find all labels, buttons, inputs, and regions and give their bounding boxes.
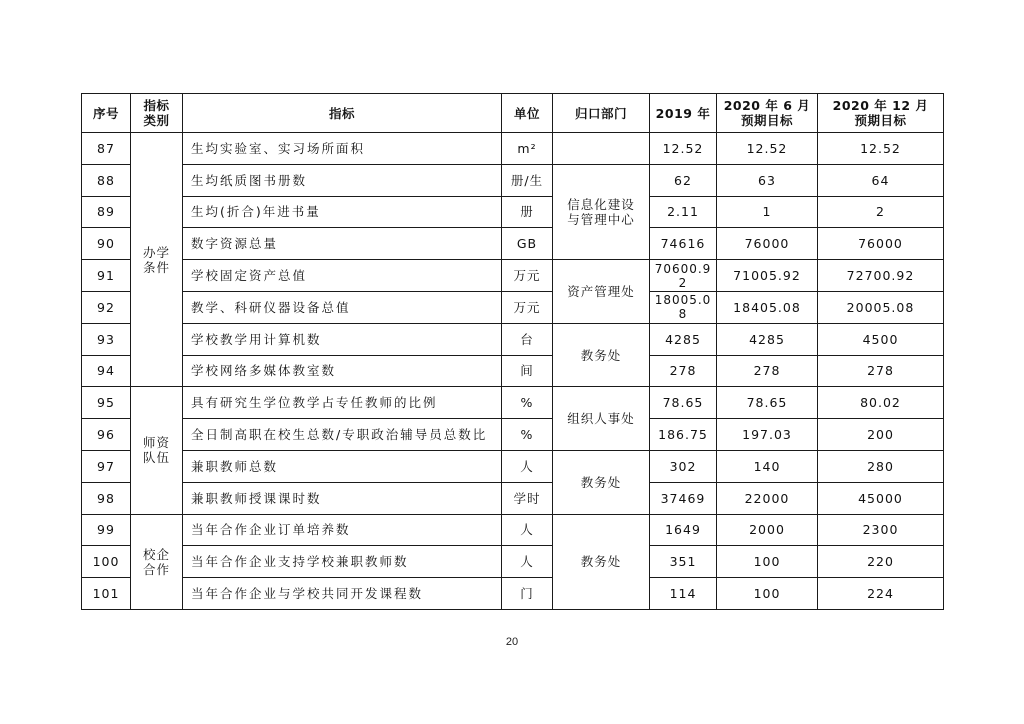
row-dec-2020: 64 bbox=[818, 164, 944, 196]
row-unit: 册/生 bbox=[502, 164, 553, 196]
header-dec-2020: 2020 年 12 月 预期目标 bbox=[818, 94, 944, 133]
row-unit: 间 bbox=[502, 355, 553, 387]
row-seq: 96 bbox=[82, 419, 131, 451]
row-seq: 89 bbox=[82, 196, 131, 228]
row-2019: 70600.92 bbox=[650, 260, 717, 292]
header-unit: 单位 bbox=[502, 94, 553, 133]
row-seq: 91 bbox=[82, 260, 131, 292]
row-dec-2020: 20005.08 bbox=[818, 291, 944, 323]
table-row bbox=[82, 260, 944, 292]
row-dec-2020: 200 bbox=[818, 419, 944, 451]
row-dec-2020: 76000 bbox=[818, 228, 944, 260]
dept-cell: 资产管理处 bbox=[553, 260, 650, 324]
row-unit: % bbox=[502, 387, 553, 419]
table-row bbox=[82, 228, 944, 260]
row-jun-2020: 100 bbox=[717, 546, 818, 578]
row-dec-2020: 12.52 bbox=[818, 133, 944, 165]
category-cell: 校企 合作 bbox=[131, 514, 183, 609]
row-unit: 册 bbox=[502, 196, 553, 228]
row-jun-2020: 76000 bbox=[717, 228, 818, 260]
row-dec-2020: 280 bbox=[818, 450, 944, 482]
row-seq: 97 bbox=[82, 450, 131, 482]
row-unit: GB bbox=[502, 228, 553, 260]
category-cell: 师资 队伍 bbox=[131, 387, 183, 514]
row-2019: 2.11 bbox=[650, 196, 717, 228]
row-indicator: 学校固定资产总值 bbox=[183, 260, 502, 292]
category-cell: 办学 条件 bbox=[131, 133, 183, 387]
row-indicator: 当年合作企业订单培养数 bbox=[183, 514, 502, 546]
row-dec-2020: 278 bbox=[818, 355, 944, 387]
row-jun-2020: 12.52 bbox=[717, 133, 818, 165]
row-indicator: 学校网络多媒体教室数 bbox=[183, 355, 502, 387]
header-2019: 2019 年 bbox=[650, 94, 717, 133]
row-unit: 万元 bbox=[502, 291, 553, 323]
table-row bbox=[82, 482, 944, 514]
dept-cell: 信息化建设 与管理中心 bbox=[553, 164, 650, 259]
row-jun-2020: 22000 bbox=[717, 482, 818, 514]
row-jun-2020: 100 bbox=[717, 578, 818, 610]
row-2019: 114 bbox=[650, 578, 717, 610]
table-row bbox=[82, 196, 944, 228]
row-unit: 万元 bbox=[502, 260, 553, 292]
metrics-table bbox=[81, 93, 944, 610]
row-dec-2020: 45000 bbox=[818, 482, 944, 514]
table-row bbox=[82, 578, 944, 610]
row-jun-2020: 197.03 bbox=[717, 419, 818, 451]
row-seq: 100 bbox=[82, 546, 131, 578]
row-unit: 人 bbox=[502, 514, 553, 546]
table-row bbox=[82, 387, 944, 419]
row-indicator: 具有研究生学位教学占专任教师的比例 bbox=[183, 387, 502, 419]
table-row bbox=[82, 546, 944, 578]
row-unit: 台 bbox=[502, 323, 553, 355]
row-unit: 学时 bbox=[502, 482, 553, 514]
row-2019: 1649 bbox=[650, 514, 717, 546]
row-2019: 351 bbox=[650, 546, 717, 578]
table-row bbox=[82, 133, 944, 165]
table-row bbox=[82, 291, 944, 323]
dept-cell: 教务处 bbox=[553, 323, 650, 387]
row-jun-2020: 18405.08 bbox=[717, 291, 818, 323]
row-indicator: 生均纸质图书册数 bbox=[183, 164, 502, 196]
header-dept: 归口部门 bbox=[553, 94, 650, 133]
row-dec-2020: 220 bbox=[818, 546, 944, 578]
row-jun-2020: 140 bbox=[717, 450, 818, 482]
row-seq: 94 bbox=[82, 355, 131, 387]
row-2019: 278 bbox=[650, 355, 717, 387]
table-row bbox=[82, 450, 944, 482]
row-jun-2020: 278 bbox=[717, 355, 818, 387]
row-unit: % bbox=[502, 419, 553, 451]
row-seq: 101 bbox=[82, 578, 131, 610]
header-seq: 序号 bbox=[82, 94, 131, 133]
row-indicator: 当年合作企业支持学校兼职教师数 bbox=[183, 546, 502, 578]
row-indicator: 数字资源总量 bbox=[183, 228, 502, 260]
row-unit: 门 bbox=[502, 578, 553, 610]
row-2019: 186.75 bbox=[650, 419, 717, 451]
row-jun-2020: 78.65 bbox=[717, 387, 818, 419]
row-2019: 78.65 bbox=[650, 387, 717, 419]
dept-cell: 教务处 bbox=[553, 514, 650, 609]
header-jun-2020: 2020 年 6 月 预期目标 bbox=[717, 94, 818, 133]
dept-cell: 教务处 bbox=[553, 450, 650, 514]
table-row bbox=[82, 355, 944, 387]
row-unit: 人 bbox=[502, 450, 553, 482]
row-seq: 92 bbox=[82, 291, 131, 323]
row-2019: 302 bbox=[650, 450, 717, 482]
row-jun-2020: 4285 bbox=[717, 323, 818, 355]
dept-cell: 组织人事处 bbox=[553, 387, 650, 451]
table-row bbox=[82, 164, 944, 196]
table-header-row bbox=[82, 94, 944, 133]
row-2019: 18005.08 bbox=[650, 291, 717, 323]
row-seq: 90 bbox=[82, 228, 131, 260]
row-indicator: 生均(折合)年进书量 bbox=[183, 196, 502, 228]
row-indicator: 当年合作企业与学校共同开发课程数 bbox=[183, 578, 502, 610]
row-unit: m² bbox=[502, 133, 553, 165]
row-seq: 99 bbox=[82, 514, 131, 546]
dept-cell-empty bbox=[553, 133, 650, 165]
row-dec-2020: 72700.92 bbox=[818, 260, 944, 292]
row-jun-2020: 1 bbox=[717, 196, 818, 228]
row-seq: 98 bbox=[82, 482, 131, 514]
row-2019: 12.52 bbox=[650, 133, 717, 165]
row-2019: 4285 bbox=[650, 323, 717, 355]
header-indicator: 指标 bbox=[183, 94, 502, 133]
header-category: 指标 类别 bbox=[131, 94, 183, 133]
row-indicator: 全日制高职在校生总数/专职政治辅导员总数比 bbox=[183, 419, 502, 451]
row-jun-2020: 63 bbox=[717, 164, 818, 196]
row-dec-2020: 224 bbox=[818, 578, 944, 610]
row-indicator: 学校教学用计算机数 bbox=[183, 323, 502, 355]
row-seq: 93 bbox=[82, 323, 131, 355]
table-row bbox=[82, 419, 944, 451]
row-seq: 95 bbox=[82, 387, 131, 419]
row-jun-2020: 71005.92 bbox=[717, 260, 818, 292]
row-2019: 74616 bbox=[650, 228, 717, 260]
row-seq: 87 bbox=[82, 133, 131, 165]
row-dec-2020: 2 bbox=[818, 196, 944, 228]
row-dec-2020: 4500 bbox=[818, 323, 944, 355]
row-dec-2020: 2300 bbox=[818, 514, 944, 546]
row-dec-2020: 80.02 bbox=[818, 387, 944, 419]
row-seq: 88 bbox=[82, 164, 131, 196]
page-number: 20 bbox=[505, 636, 519, 648]
row-2019: 62 bbox=[650, 164, 717, 196]
table-row bbox=[82, 323, 944, 355]
row-unit: 人 bbox=[502, 546, 553, 578]
row-indicator: 兼职教师总数 bbox=[183, 450, 502, 482]
row-jun-2020: 2000 bbox=[717, 514, 818, 546]
row-2019: 37469 bbox=[650, 482, 717, 514]
row-indicator: 生均实验室、实习场所面积 bbox=[183, 133, 502, 165]
row-indicator: 兼职教师授课课时数 bbox=[183, 482, 502, 514]
row-indicator: 教学、科研仪器设备总值 bbox=[183, 291, 502, 323]
table-row bbox=[82, 514, 944, 546]
